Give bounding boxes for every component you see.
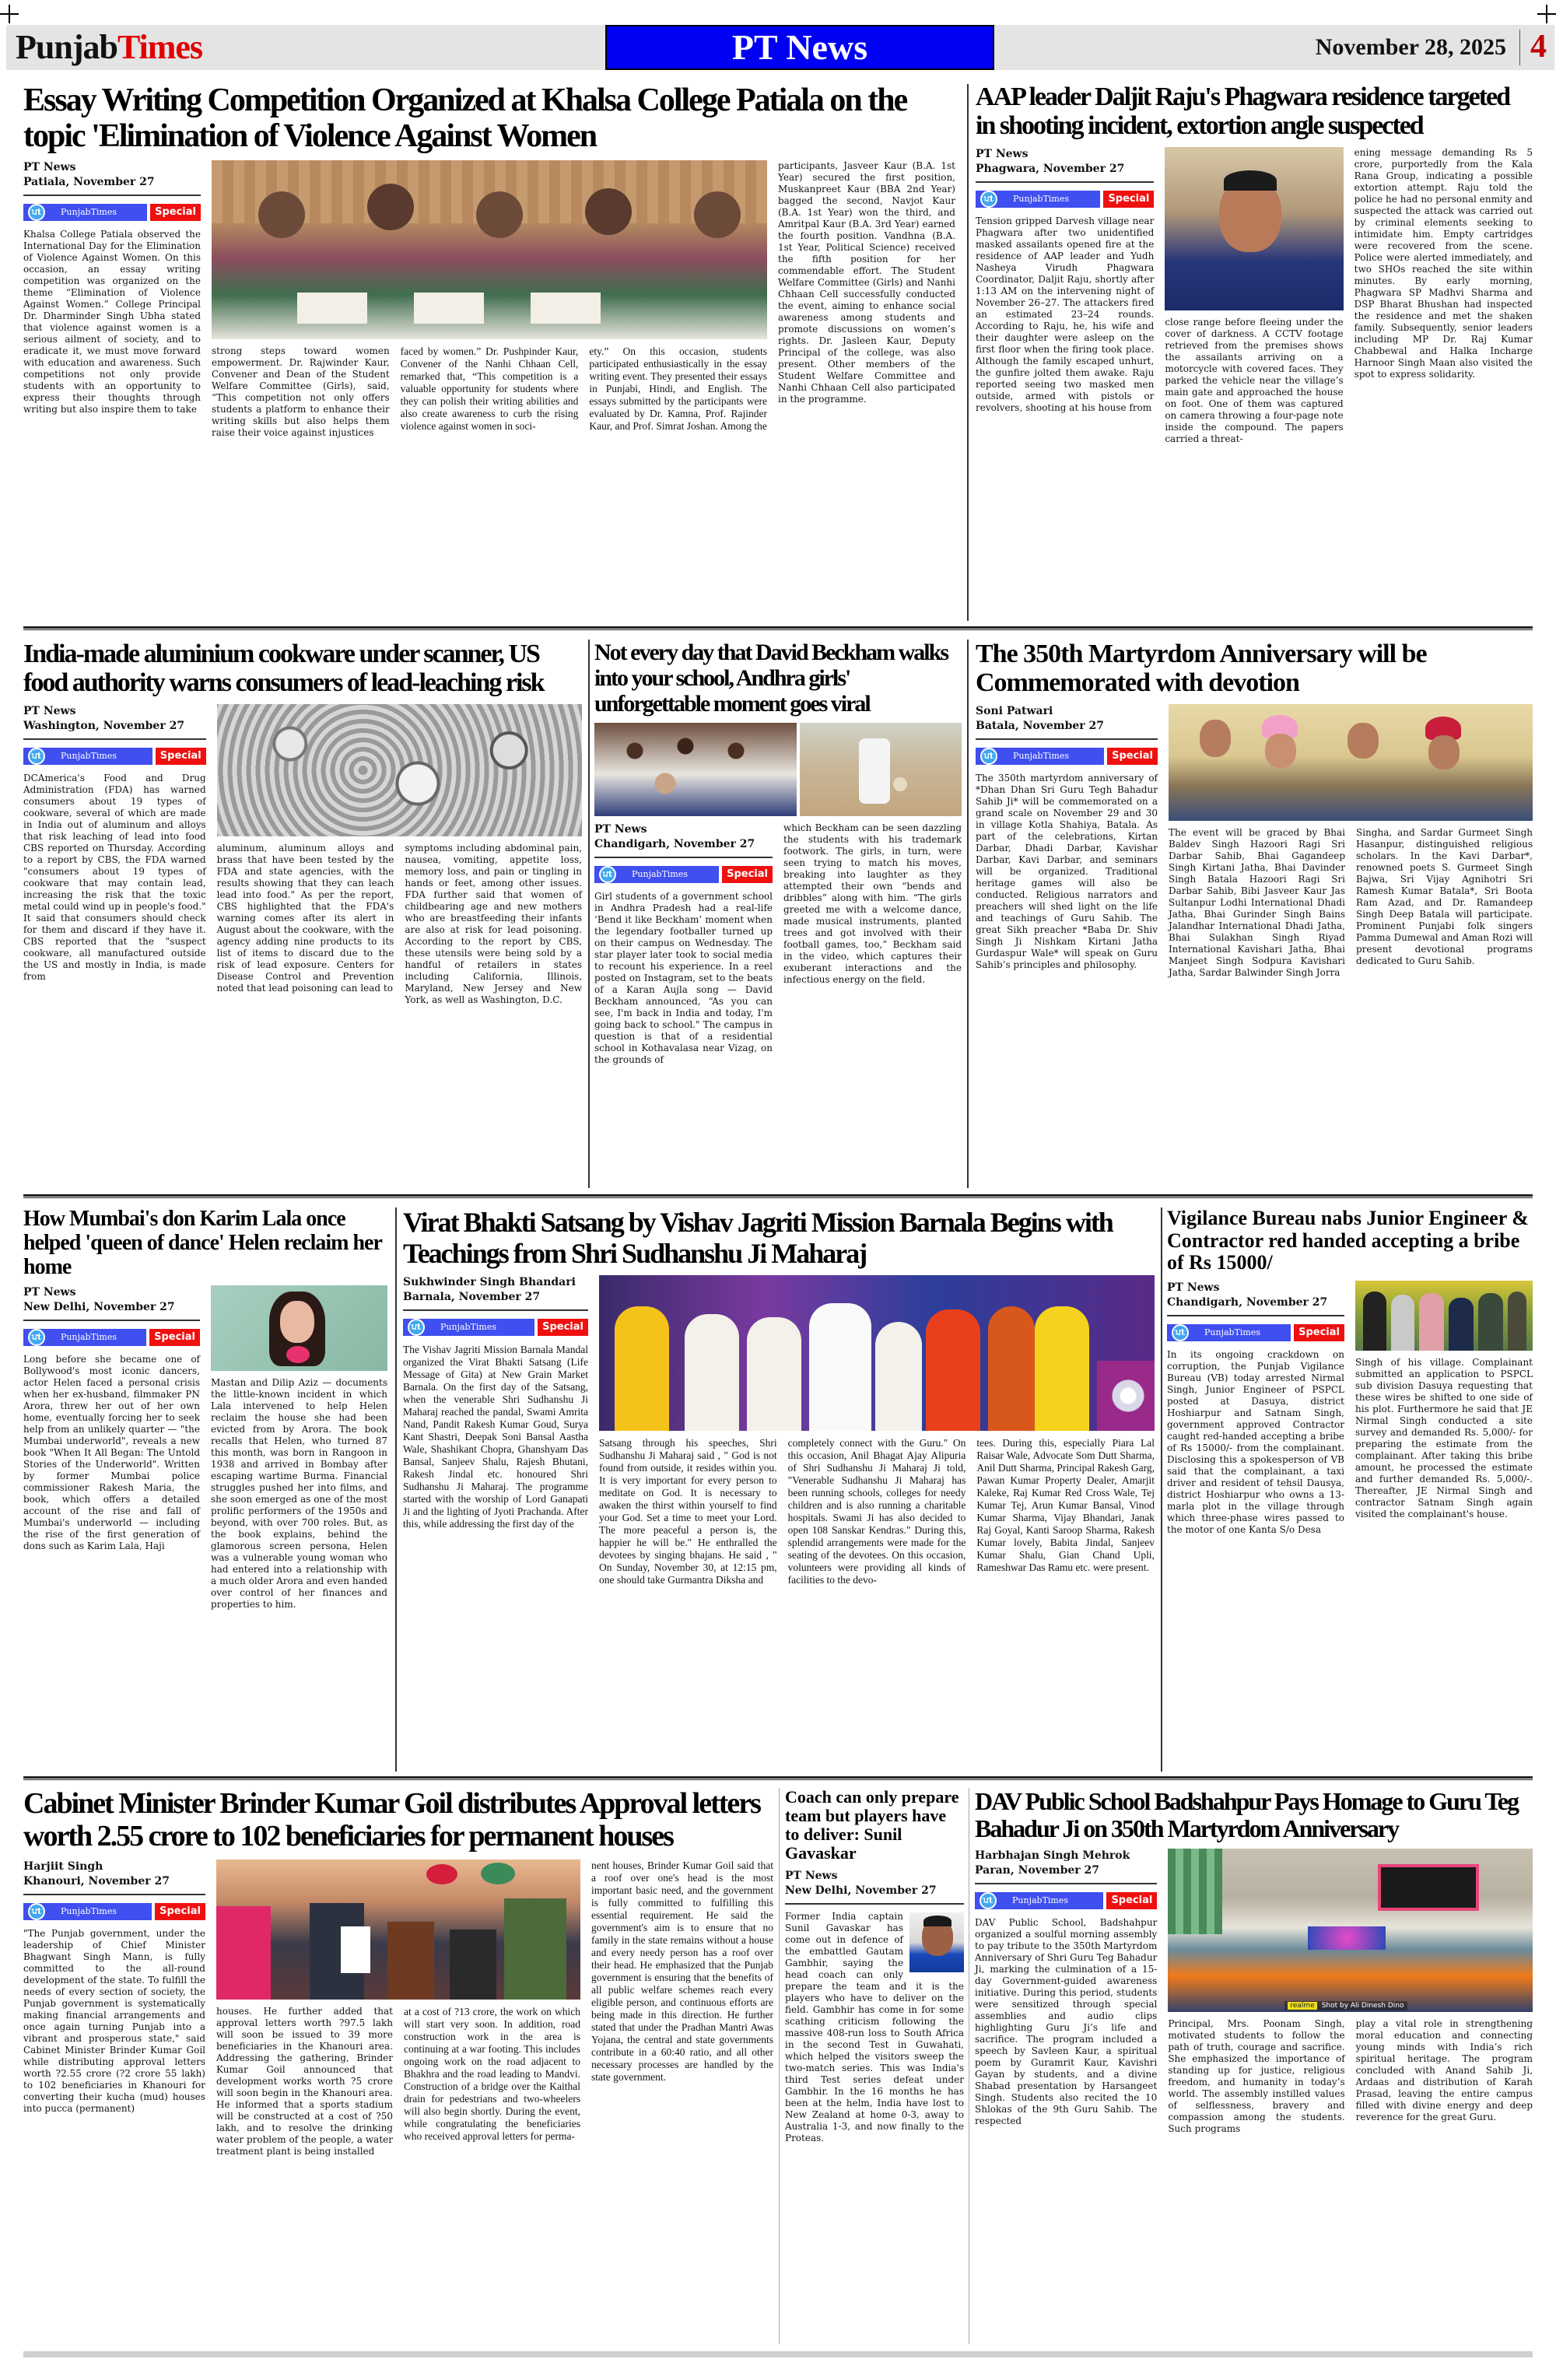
dateline: Washington, November 27 — [23, 719, 185, 732]
punjabtimes-logo-icon: ਪt — [28, 1903, 45, 1920]
punjabtimes-logo-icon: ਪt — [28, 1329, 45, 1346]
badge-label: PunjabTimes — [61, 1332, 117, 1343]
article-essay-col4: ety.” On this occasion, students participated enthusiastically in the essay writing event. They presented their essays in Punjabi, Hindi, and English. The essays submitted by the participants were evaluated by Dr. Kamna, Prof. Rajinder Kaur, and Prof. Simrat Joshan. Among the — [589, 345, 768, 433]
photo-credit: Shot by Ali Dinesh Dino — [1321, 2002, 1404, 2010]
article-text: Former India captain Sunil Gavaskar has come out in defence of the embattled Gautam Gambhir, saying the head coach can only prepare the team and it is the players who have to deliver on the field. Gambhir has come in for some scathing criticism following the massive 408-run loss to South Africa in the second Test in Guwahati, which helped the visitors sweep the two-match series. This was India's third Test series defeat under Gambhir. In the 16 months he has been at the helm, India have lost to New Zealand at home 0-3, away to Australia 1-3, and now finally to the Proteas. — [785, 1911, 964, 2143]
brand-logo[interactable] — [16, 27, 202, 67]
article-gavaskar — [785, 1788, 964, 2144]
byline: PT News — [23, 704, 76, 717]
crop-mark-right — [1537, 5, 1556, 23]
article-text: DAV Public School, Badshahpur organized a soulful morning assembly to pay tribute to the 350th Martyrdom Anniversary of Shri Guru Teg Bahadur Ji, marking the culmination of a 15-day Government-guided awareness initiative. During this period, students were sensitized through special assemblies and audio clips highlighting Guru Ji’s life and sacrifice. The program included a speech by Savleen Kaur, a spiritual poem by Guramrit Kaur, Kavishri Gayan by students, and a divine Shabad presentation by Harsangeet Singh. Students also recited the 10 Shlokas of the 9th Guru Sahib. The respected — [975, 1917, 1158, 2127]
special-tag: Special — [538, 1319, 588, 1336]
divider — [975, 1883, 1157, 1884]
section-divider — [23, 1194, 1533, 1198]
headline[interactable]: AAP leader Daljit Raju's Phagwara residence targeted in shooting incident, extortion angle suspected — [976, 82, 1510, 141]
article-goil-col2: houses. He further added that approval letters worth ?97.5 lakh will soon be issued to 39 more beneficiaries in the Khanouri area. Addressing the gathering, Brinder Kumar Goil announced that development works worth ?5 crore will soon begin in the Khanouri area. He informed that a sports stadium will be constructed at a cost of ?50 lakh, and to resolve the drinking water problem of the people, a water treatment plant is being installed — [216, 2005, 393, 2157]
divider — [23, 195, 201, 196]
masthead — [6, 25, 1554, 70]
article-text: Tension gripped Darvesh village near Phagwara after two unidentified masked assailants opened fire at the residence of AAP leader and Yudh Nasheya Virudh Phagwara Coordinator, Daljit Raju, shortly after 1:13 AM on the intervening night of November 26–27. The attackers fired an estimated 23–24 rounds. According to Raju, he, his wife and their daughter were asleep on the first floor when the firing took place. Although the family escaped unhurt, the gunfire jolted them awake. Raju reported seeing two masked men outside, armed with pistols or revolvers, shooting at his house from — [976, 215, 1155, 413]
article-martyrdom — [976, 640, 1533, 979]
badge-label: PunjabTimes — [440, 1322, 497, 1333]
article-goil-col3: at a cost of ?13 crore, the work on which will start very soon. In addition, road construction work in the area is continuing at a war footing. This includes ongoing work on the road adjacent to Bhakhra and the road leading to Mandvi. Construction of a bridge over the Kaithal drain for pedestrians and two-wheelers will also begin shortly. During the event, while congratulating the beneficiaries who received approval letters for perma- — [404, 2005, 580, 2142]
article-beckham-col2: which Beckham can be seen dazzling the students with his trademark footwork. The girls, in turn, were seen trying to match his moves, breaking into laughter as they attempted their own “bends and dribbles” along with him. “The girls greeted me with a welcome dance, made musical instruments, planted trees and got involved with their football games, too,” Beckham said in the video, which captures their exuberant interactions and the infectious energy on the field. — [783, 822, 962, 985]
column-divider — [779, 1788, 780, 2344]
helen-portrait-photo — [211, 1285, 387, 1371]
dateline: Batala, November 27 — [976, 719, 1104, 732]
brand-part1: Punjab — [16, 28, 117, 66]
section-title: PT News — [605, 25, 994, 70]
divider — [23, 738, 206, 740]
special-tag: Special — [150, 204, 201, 221]
article-text: The Vishav Jagriti Mission Barnala Mandal organized the Virat Bhakti Satsang (Life Message of Gita) at New Grain Market Barnala. On the first day of the Satsang, when the venerable Shri Sudhanshu Ji Maharaj reached the pandal, Swami Amrita Nand, Pandit Rakesh Kumar Goud, Surya Kant Shastri, Deepak Soni Bansal Aastha Wale, Shashikant Chopra, Ghanshyam Das Bansal, Sanjeev Shalu, Rajesh Bhutani, Rakesh Jindal etc. honoured Shri Sudhanshu Ji Maharaj. The programme started with the worship of Lord Ganapati Ji and the lighting of Jyoti Prachanda. After this, while addressing the first day of the — [403, 1344, 588, 1530]
essay-group-photo — [212, 160, 767, 339]
special-badge — [594, 864, 773, 885]
byline: Soni Patwari — [976, 704, 1053, 717]
punjabtimes-logo-icon: ਪt — [980, 191, 997, 208]
badge-label: PunjabTimes — [1013, 193, 1070, 204]
byline: Harjiit Singh — [23, 1859, 103, 1873]
article-satsang-col3: completely connect with the Guru." On this occasion, Anil Bhagat Ajay Alipuria of Shri Sudhanshu Ji Maharaj Ji told, "Venerable Sudhanshu Ji Maharaj has been running schools, colleges for needy children and is also running a charitable hospitals. Swami Ji has also decided to open 108 Sanskar Kendras." During this, splendid arrangements were made for the seating of the devotees. On this occasion, volunteers were providing all kinds of facilities to the devo- — [787, 1437, 966, 1586]
beckham-school-photo — [594, 723, 962, 816]
dateline: New Delhi, November 27 — [785, 1884, 937, 1897]
headline[interactable]: Coach can only prepare team but players have to deliver: Sunil Gavaskar — [785, 1787, 959, 1863]
article-aap — [976, 82, 1533, 445]
special-badge — [23, 1902, 205, 1922]
punjabtimes-logo-icon: ਪt — [28, 204, 45, 221]
article-satsang-col2: Satsang through his speeches, Shri Sudhanshu Ji Maharaj said , " God is not found from outside, it resides within you. It is very important for every person to meditate on God. It is necessary to awaken the thirst within yourself to find your God. Set a time to meet your Lord. The more peaceful a person is, the happier he will be." He enthralled the devotees by singing bhajans. He said , " On Sunday, November 30, at 12:15 pm, one should take Gurmantra Diksha and — [599, 1437, 777, 1586]
satsang-stage-photo — [599, 1275, 1155, 1431]
divider — [785, 1903, 964, 1905]
daljit-raju-photo — [1165, 147, 1343, 310]
special-badge — [403, 1317, 588, 1337]
headline[interactable]: India-made aluminium cookware under scanner, US food authority warns consumers of lead-leaching risk — [23, 640, 544, 698]
dateline: New Delhi, November 27 — [23, 1301, 175, 1314]
divider — [1519, 30, 1520, 65]
byline: Sukhwinder Singh Bhandari — [403, 1276, 576, 1289]
article-martyrdom-col3: Singha, and Sardar Gurmeet Singh Hasanpur, distinguished religious scholars. In the Kavi Darbar*, renowned poets S. Gurmeet Singh Bajwa, Sri Vijay Agnihotri Sri Ramesh Kumar Batala*, Sri Boota Ram Azad, and Dr. Ramandeep Singh Deep Batala will participate. Prominent Punjabi folk singers Pamma Dumewal and Aman Rozi will present devotional programs dedicated to Guru Sahib. — [1356, 826, 1533, 966]
dateline: Chandigarh, November 27 — [594, 838, 755, 850]
article-essay — [23, 82, 957, 439]
special-badge — [976, 189, 1154, 209]
article-cookware-col3: symptoms including abdominal pain, nausea, vomiting, appetite loss, memory loss, and pain or tingling in hands or feet, among other issues. FDA further said that women of childbearing age and new mothers who are breastfeeding their infants are also at risk for lead poisoning. According to the report by CBS, these utensils were being sold by a handful of retailers in states including California, Illinois, Maryland, New Jersey and New York, as well as Washington, D.C. — [405, 842, 583, 1005]
article-aap-col3: ening message demanding Rs 5 crore, purportedly from the Kala Rana Group, indicating a possible extortion attempt. Raju told the police he had no personal enmity and suspected the attack was carried out by criminal elements seeking to intimidate him. Empty cartridges were recovered from the scene. Police were alerted immediately, and two SHOs reached the site within minutes. By early morning, Phagwara SP Madhvi Sharma and DSP Bharat Bhushan had inspected the residence and met the shaken family. Subsequently, senior leaders including MP Dr. Raj Kumar Chabbewal and Halka Incharge Harnoor Singh Maan also visited the spot to express solidarity. — [1354, 146, 1533, 380]
article-essay-col3: faced by women.” Dr. Pushpinder Kaur, Convener of the Nanhi Chhaan Cell, remarked that, “This competition is a valuable opportunity for students where they can polish their writing abilities and also create awareness to curb the rising violence against women in soci- — [400, 345, 579, 433]
dav-assembly-photo — [1168, 1849, 1533, 2012]
badge-label: PunjabTimes — [632, 869, 689, 879]
special-badge — [975, 1891, 1157, 1911]
article-text: Long before she became one of Bollywood's most iconic dancers, actor Helen faced a personal crisis when her ex-husband, filmmaker PN Arora, threw her out of her own home, eventually forcing her to seek help from an unlikely quarter — "the Mumbai underworld", reveals a new book "When It All Began: The Untold Stories of the Underworld". Written by former Mumbai police commissioner Rakesh Maria, the book, which offers a detailed account of the rise and fall of Mumbai's underworld — including the rise of the first generation of dons such as Karim Lala, Haji — [23, 1354, 200, 1552]
headline[interactable]: DAV Public School Badshahpur Pays Homage to Guru Teg Bahadur Ji on 350th Martyrdom Anniversary — [975, 1787, 1518, 1843]
article-text: Girl students of a government school in Andhra Pradesh had a real-life ‘Bend it like Beckham’ moment when the legendary footballer turned up on their campus on Wednesday. The star player later took to social media to recount his experience. In a reel posted on Instagram, set to the beats of a Karan Aujla song — David Beckham announced, “As you can see, I'm back in India and today, I'm going back to school." The campus in question is that of a residential school in Kothavalasa near Vizag, on the grounds of — [594, 891, 773, 1065]
article-goil — [23, 1788, 773, 2157]
issue-date: November 28, 2025 — [1315, 34, 1506, 60]
special-badge — [1167, 1323, 1344, 1343]
column-divider — [588, 640, 590, 1188]
divider — [594, 857, 773, 858]
badge-label: PunjabTimes — [61, 207, 117, 218]
article-dav-col3: play a vital role in strengthening moral education and connecting young minds with India’s rich spiritual heritage. The program concluded with Anand Sahib Ji, Ardaas and distribution of Karah Prasad, leaving the entire campus filled with divine energy and deep reverence for the great Guru. — [1355, 2018, 1533, 2123]
byline: PT News — [594, 823, 647, 836]
section-divider — [23, 626, 1533, 630]
dateline: Phagwara, November 27 — [976, 162, 1125, 175]
punjabtimes-logo-icon: ਪt — [980, 748, 997, 765]
article-beckham — [594, 640, 962, 1066]
special-tag: Special — [1103, 191, 1154, 208]
special-tag: Special — [722, 866, 773, 883]
byline: PT News — [976, 147, 1029, 160]
special-tag: Special — [155, 1903, 205, 1920]
byline: PT News — [23, 161, 76, 174]
article-goil-col4: nent houses, Brinder Kumar Goil said that a roof over one's head is the most important basic need, and the government is fully committed to fulfilling this essential requirement. He said the government's aim is to ensure that no family in the state remains without a house and every needy person has a roof over their head. He emphasized that the Punjab government is ensuring that the benefits of all public welfare schemes reach every eligible person, and continuous efforts are being made in this direction. He further stated that under the Pradhan Mantri Awas Yojana, the central and state governments contribute in a 60:40 ratio, and all other necessary processes are handled by the state government. — [591, 1859, 773, 2083]
divider — [976, 181, 1154, 183]
punjabtimes-logo-icon: ਪt — [980, 1892, 997, 1909]
special-tag: Special — [1106, 1892, 1157, 1909]
article-text: "The Punjab government, under the leadership of Chief Minister Bhagwant Singh Mann, is fully committed to the all-round development of the state. To fulfill the needs of every section of society, the Punjab government is systematically making financial arrangements and once again turning Punjab into a vibrant and prosperous state," said Cabinet Minister Brinder Kumar Goil while distributing approval letters worth ?2.55 crore (?2 crore 55 lakh) to 102 beneficiaries in Khanouri for converting their kucha (mud) houses into pucca (permanent) — [23, 1927, 205, 2114]
byline: PT News — [23, 1286, 76, 1299]
badge-label: PunjabTimes — [61, 750, 117, 761]
headline[interactable]: Not every day that David Beckham walks into your school, Andhra girls' unforgettable moment goes viral — [594, 640, 948, 717]
article-essay-col2: strong steps toward women empowerment. Dr. Rajwinder Kaur, Convener and Dean of the Student Welfare Committee (Girls), said, “This competition not only offers students a platform to enhance their writing skills but also helps them raise their voice against injustices — [212, 345, 390, 439]
cookware-photo — [217, 704, 582, 836]
goil-distribution-photo — [216, 1859, 580, 2000]
special-tag: Special — [1294, 1324, 1344, 1341]
article-satsang — [403, 1208, 1155, 1586]
special-badge — [23, 202, 201, 223]
article-cookware — [23, 640, 582, 1006]
martyrdom-meeting-photo — [1169, 704, 1533, 821]
special-tag: Special — [1107, 748, 1158, 765]
headline[interactable]: Virat Bhakti Satsang by Vishav Jagriti Mission Barnala Begins with Teachings from Shri Sudhanshu Ji Maharaj — [403, 1207, 1113, 1269]
headline[interactable]: Vigilance Bureau nabs Junior Engineer & Contractor red handed accepting a bribe of Rs 15000/ — [1167, 1207, 1529, 1274]
headline[interactable]: The 350th Martyrdom Anniversary will be Commemorated with devotion — [976, 640, 1427, 698]
article-dav-col2: Principal, Mrs. Poonam Singh, motivated students to follow the path of truth, courage and sacrifice. She emphasized the importance of standing up for justice, religious freedom, and humanity in today’s world. The assembly instilled values of selflessness, bravery and compassion among the students. Such programs — [1168, 2018, 1345, 2135]
byline: PT News — [785, 1870, 838, 1882]
dateline: Patiala, November 27 — [23, 176, 155, 189]
article-satsang-col4: tees. During this, especially Piara Lal Raisar Wale, Advocate Som Dutt Sharma, Anil Dutt Sharma, Principal Rakesh Garg, Pawan Kumar Property Dealer, Amarjit Kaleke, Raj Kumar Red Cross Wale, Tej Kumar Tej, Arun Kumar Bansal, Vinod Kumar Sharma, Vijay Bhandari, Janak Raj Goyal, Kanti Saroop Sharma, Rakesh Kumar lovely, Babita Jindal, Sanjeev Kumar Shalu, Gian Chand Upli, Rameshwar Das Ramu etc. were present. — [976, 1437, 1155, 1574]
page-footer-bar — [23, 2351, 1533, 2357]
divider — [976, 738, 1158, 740]
gambhir-photo — [909, 1912, 964, 1972]
byline: PT News — [1167, 1281, 1220, 1294]
article-vigilance-col2: Singh of his village. Complainant submitted an application to PSPCL sub division Dasuya requesting that these wires be shifted to one side of his plot. Furthermore he said that JE Nirmal Singh conducted a site survey and demanded Rs. 5,000/- for preparing the estimate from the complainant. After taking this bribe amount, he processed the estimate and further demanded Rs. 5,000/-. Thereafter, JE Nirmal Singh and contractor Satnam Singh again visited the complainant's house. — [1355, 1356, 1533, 1519]
article-aap-col2: close range before fleeing under the cover of darkness. A CCTV footage retrieved from the premises shows the assailants arriving on a motorcycle with covered faces. They parked the vehicle near the village’s main gate and approached the house on foot. One of them was captured on camera throwing a four-page note inside the compound. The papers carried a threat- — [1165, 316, 1344, 444]
article-text: The 350th martyrdom anniversary of *Dhan Dhan Sri Guru Tegh Bahadur Sahib Ji* will be commemorated on a grand scale on November 29 and 30 in village Kotla Shahiya, Batala. As part of the celebrations, Kirtan Darbar, Dhadi Darbar, Kavishar Darbar, Kavi Darbar, and seminars will be organized. Traditional heritage games will also be conducted. Religious narrators and preachers will shed light on the life and teachings of Guru Sahib. The great Sikh preacher *Baba Dr. Shiv Singh Ji Nishkam Kirtani Jatha Gurdaspur Wale* will speak on Guru Sahib’s principles and philosophy. — [976, 772, 1158, 970]
divider — [23, 1320, 200, 1321]
crop-mark-left — [0, 5, 19, 23]
article-helen-col2: Mastan and Dilip Aziz — documents the little-known incident in which Lala intervened to help Helen reclaim the house she had been evicted from by Arora. The book recalls that Helen, who turned 87 this month, was born in Rangoon in 1938 and arrived in Bombay after escaping wartime Burma. Financial struggles pushed her into films, and she soon emerged as one of the most prolific performers of the 1950s and beyond, with over 700 roles. But, as the book explains, behind the glamorous screen persona, Helen was a vulnerable young woman who had entered into a relationship with a much older Arora and even handed over control of her finances and properties to him. — [211, 1377, 387, 1611]
article-essay-col5: participants, Jasveer Kaur (B.A. 1st Year) secured the first position, Muskanpreet Kaur (BBA 2nd Year) bagged the second, Navjot Kaur (B.A. 1st Year) won the third, and Amritpal Kaur (B.A. 3rd Year) earned the fourth position. Vandhna (B.A. 1st Year, Political Science) received the fifth position for her commendable effort. The Student Welfare Committee (Girls) and Nanhi Chhaan Cell successfully conducted the event, aiming to enhance social awareness among students and promote discussions on women’s rights. Dr. Jasleen Kaur, Deputy Principal of the college, was also present. Other members of the Student Welfare Committee and Nanhi Chhaan Cell also participated in the programme. — [778, 160, 955, 405]
punjabtimes-logo-icon: ਪt — [599, 866, 616, 883]
column-divider — [1161, 1208, 1162, 1772]
article-cookware-col2: aluminum, aluminum alloys and brass that have been tested by the FDA and state agencies, with the results showing that they can leach lead into food." As per the report, CBS highlighted that the FDA's warning comes after its alert in August about the cookware, with the agency adding nine products to its list of items to discard due to the risk of lead exposure. Centers for Disease Control and Prevention noted that lead poisoning can lead to — [216, 842, 394, 994]
article-martyrdom-col2: The event will be graced by Bhai Baldev Singh Hazoori Ragi Sri Darbar Sahib, Bhai Gagandeep Singh Kirtani Jatha, Bhai Davinder Singh Batala Hazoori Ragi Sri Darbar Sahib, Bibi Jasveer Kaur Jas Sultanpur Lodhi International Dhadi Jatha, Bhai Gurinder Singh Bains Jalandhar International Dhadi Jatha, Bhai Sulakhan Singh Riyad International Kavishari Jatha, Bhai Manjeet Singh Sodpura Kavishari Jatha, Sardar Balwinder Singh Jorra — [1169, 826, 1345, 978]
dateline: Chandigarh, November 27 — [1167, 1295, 1328, 1309]
special-tag: Special — [156, 748, 206, 765]
column-divider — [967, 84, 969, 621]
headline[interactable]: Essay Writing Competition Organized at Khalsa College Patiala on the topic 'Elimination of Violence Against Women — [23, 82, 907, 155]
punjabtimes-logo-icon: ਪt — [28, 748, 45, 765]
badge-label: PunjabTimes — [61, 1905, 117, 1916]
page-number: 4 — [1530, 29, 1547, 65]
column-divider — [967, 640, 969, 1188]
special-tag: Special — [149, 1329, 200, 1346]
dateline: Paran, November 27 — [975, 1864, 1100, 1877]
badge-label: PunjabTimes — [1204, 1327, 1261, 1337]
byline: Harbhajan Singh Mehrok — [975, 1849, 1130, 1863]
special-badge — [976, 746, 1158, 766]
column-divider — [395, 1208, 397, 1772]
punjabtimes-logo-icon: ਪt — [1172, 1324, 1189, 1341]
article-text: Khalsa College Patiala observed the International Day for the Elimination of Violence Against Women. On this occasion, an essay writing competition was organized on the theme “Elimination of Violence Against Women.” College Principal Dr. Dharminder Singh Ubha stated that violence against women is a serious ailment of society, and to eradicate it, we must move forward with education and awareness. Such competitions not only provide students with an opportunity to express their thoughts through writing but also inspire them to take — [23, 229, 201, 415]
special-badge — [23, 1327, 200, 1348]
punjabtimes-logo-icon: ਪt — [408, 1319, 425, 1336]
divider — [23, 1894, 205, 1895]
article-dav — [975, 1788, 1533, 2135]
article-vigilance — [1167, 1208, 1533, 1536]
dateline: Barnala, November 27 — [403, 1291, 541, 1304]
dateline: Khanouri, November 27 — [23, 1874, 170, 1888]
article-helen — [23, 1208, 387, 1611]
badge-label: PunjabTimes — [1012, 1895, 1069, 1906]
article-text: In its ongoing crackdown on corruption, the Punjab Vigilance Bureau (VB) today arrested Nirmal Singh, Junior Engineer of PSPCL posted at Dasuya, district Hoshiarpur and Satnam Singh, government approved Contractor caught red-handed accepting a bribe of Rs 15000/- from the complainant. Disclosing this a spokesperson of VB said that the complainant, a taxi driver and resident of tehsil Dausya, district Hoshiarpur who owns a 13-marla plot in the village through which three-phase wires passed to the motor of one Kanta S/o Desa — [1167, 1348, 1344, 1535]
headline[interactable]: How Mumbai's don Karim Lala once helped 'queen of dance' Helen reclaim her home — [23, 1207, 382, 1279]
section-divider — [23, 1776, 1533, 1780]
vigilance-arrest-photo — [1355, 1281, 1533, 1351]
photo-brand: realme — [1288, 2002, 1316, 2010]
divider — [1167, 1315, 1344, 1316]
special-badge — [23, 746, 206, 766]
headline[interactable]: Cabinet Minister Brinder Kumar Goil distributes Approval letters worth 2.55 crore to 102 beneficiaries for permanent houses — [23, 1787, 760, 1852]
badge-label: PunjabTimes — [1013, 750, 1070, 761]
brand-part2: Times — [117, 28, 203, 66]
article-text: DCAmerica's Food and Drug Administration (FDA) has warned consumers about 19 types of cookware, several of which are made in India out of aluminum and alloys that risk leaching of lead into food CBS reported on Thursday. According to a report by CBS, the FDA warned "consumers about 19 types of cookware that may contain lead, increasing the risk that the toxic metal could wind up in people's food." It said that consumers should check for them and discard if they have it. CBS reported that the "suspect cookware, all manufactured outside the US and mostly in India, is made from — [23, 772, 206, 982]
divider — [403, 1309, 588, 1311]
